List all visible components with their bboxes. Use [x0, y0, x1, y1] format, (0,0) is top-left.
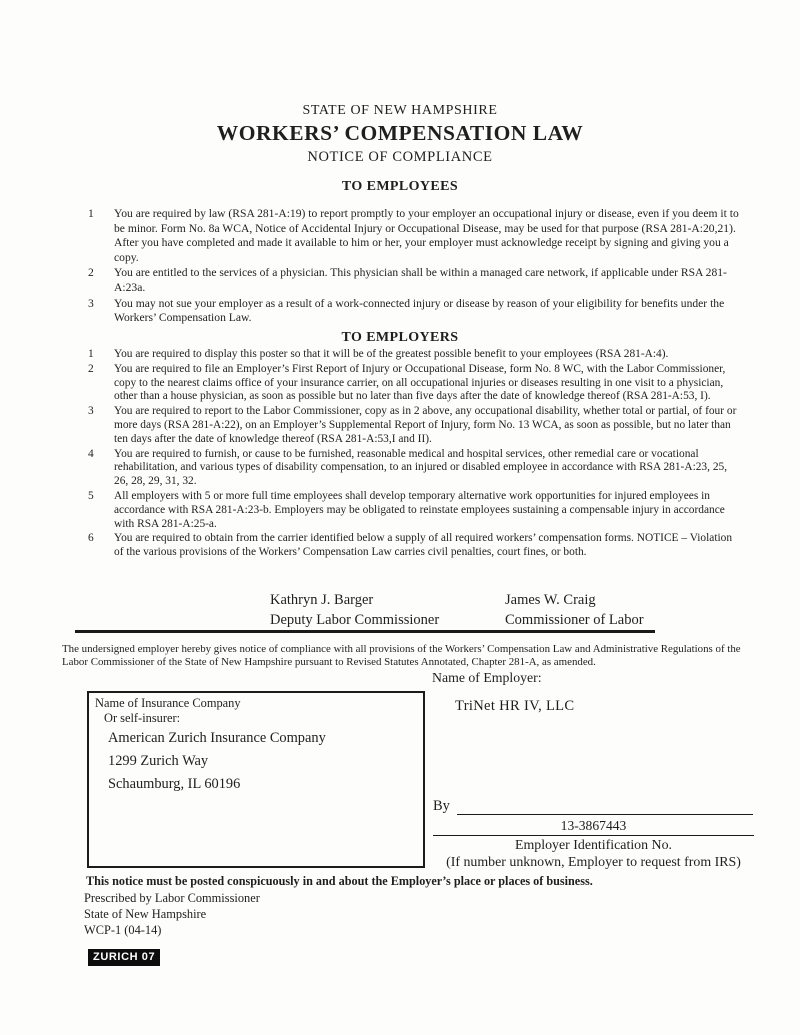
item-number: 2: [88, 362, 94, 375]
list-item: [88, 348, 742, 362]
zurich-badge: ZURICH 07: [88, 949, 160, 966]
ein-value: 13-3867443: [433, 818, 754, 836]
item-number: 5: [88, 489, 94, 502]
item-number: 2: [88, 266, 94, 280]
employees-list: [88, 207, 742, 327]
signatory-name: Kathryn J. Barger: [270, 592, 374, 608]
section-divider: [75, 630, 655, 633]
item-text: You are required to report to the Labor Commissioner, copy as in 2 above, any occupational disability, whether total or partial, of four or more days (RSA 281-A:22), on an Employer’s Supplemental Report of Injury, form No. 13 WCA, as soon as possible, but no later than ten days after the date of knowledge thereof (RSA 281-A:53,I and II).: [114, 405, 737, 445]
to-employees-heading: TO EMPLOYEES: [341, 179, 459, 194]
item-number: 1: [88, 348, 94, 360]
insurance-box-label: Name of Insurance Company: [95, 696, 241, 710]
item-number: 6: [88, 532, 94, 545]
item-text: You are required to furnish, or cause to be furnished, reasonable medical and hospital services, other remedial care or vocational rehabilitation, and various types of disability compensation, to an injured or disabled employee in accordance with RSA 281-A:23, 25, 26, 28, 29, 31, 32.: [114, 447, 728, 488]
item-number: 1: [88, 207, 94, 220]
document-title: WORKERS’ COMPENSATION LAW: [216, 121, 584, 145]
insurance-box-sublabel: Or self-insurer:: [104, 711, 181, 725]
to-employers-heading: TO EMPLOYERS: [341, 330, 459, 345]
ein-block: [433, 818, 754, 871]
item-number: 4: [88, 447, 94, 460]
list-item: [88, 490, 742, 531]
item-text: You are required to obtain from the carrier identified below a supply of all required workers’ compensation forms. NOTICE – Violation of the various provisions of the Workers’ Compensation Law carries civil penalties, court fines, or both.: [114, 532, 733, 559]
employer-name-label: Name of Employer:: [432, 670, 542, 685]
by-signature-row: [433, 797, 753, 815]
list-item: [88, 363, 742, 404]
list-item: [88, 532, 742, 560]
document-subtitle: NOTICE OF COMPLIANCE: [307, 149, 493, 165]
list-item: [88, 297, 742, 326]
by-signature-line: [457, 797, 753, 815]
signature-commissioner: [505, 591, 644, 630]
ein-note: (If number unknown, Employer to request from IRS): [446, 855, 741, 870]
by-label: By: [433, 798, 450, 814]
prescribed-by-line: Prescribed by Labor Commissioner: [84, 891, 260, 905]
list-item: [88, 207, 742, 265]
signature-deputy-commissioner: [270, 591, 439, 630]
state-name: STATE OF NEW HAMPSHIRE: [302, 103, 498, 118]
compliance-statement: The undersigned employer hereby gives notice of compliance with all provisions of the Workers’ Compensation Law and Administrative Regulations of the Labor Commissioner of the State of New Hampshire pursuant to Revised Statutes Annotated, Chapter 281-A, as amended.: [62, 643, 741, 669]
item-text: All employers with 5 or more full time employees shall develop temporary alternative work opportunities for injured employees in accordance with RSA 281-A:23-b. Employers may be obligated to reinstate employees sustaining a compensable injury in accordance with RSA 281-A:25-a.: [114, 489, 725, 530]
item-text: You are required by law (RSA 281-A:19) to report promptly to your employer an occupational injury or disease, even if you deem it to be minor. Form No. 8a WCA, Notice of Accidental Injury or Occupational Disease, may be used for that purpose (RSA 281-A:20,21). After you have completed and made it available to him or her, your employer must acknowledge receipt by signing and giving you a copy.: [114, 207, 739, 264]
insurance-address-city: Schaumburg, IL 60196: [108, 776, 241, 792]
employer-name-value: TriNet HR IV, LLC: [455, 698, 575, 714]
document-header: [0, 103, 800, 166]
employers-list: [88, 348, 742, 561]
ein-label: Employer Identification No.: [515, 838, 672, 853]
list-item: [88, 405, 742, 446]
list-item: [88, 266, 742, 295]
item-text: You may not sue your employer as a result of a work-connected injury or disease by reason of your eligibility for benefits under the Workers’ Compensation Law.: [114, 296, 725, 325]
signatory-title: Commissioner of Labor: [505, 611, 644, 628]
signatory-name: James W. Craig: [505, 592, 596, 608]
posting-notice: This notice must be posted conspicuously in and about the Employer’s place or places of business.: [86, 874, 593, 888]
insurance-company-box: [87, 691, 425, 868]
item-text: You are entitled to the services of a physician. This physician shall be within a managed care network, if applicable under RSA 281-A:23a.: [114, 266, 727, 294]
item-text: You are required to display this poster so that it will be of the greatest possible benefit to your employees (RSA 281-A:4).: [114, 348, 669, 360]
signatory-title: Deputy Labor Commissioner: [270, 611, 440, 628]
item-number: 3: [88, 296, 94, 310]
form-number: WCP-1 (04-14): [84, 923, 162, 937]
list-item: [88, 448, 742, 489]
insurance-company-name: American Zurich Insurance Company: [108, 730, 326, 746]
footer-state-line: State of New Hampshire: [84, 907, 207, 921]
item-number: 3: [88, 405, 94, 418]
insurance-address-street: 1299 Zurich Way: [108, 753, 209, 769]
item-text: You are required to file an Employer’s First Report of Injury or Occupational Disease, form No. 8 WC, with the Labor Commissioner, copy to the nearest claims office of your insurance carrier, on all occupational injuries or diseases resulting in one visit to a physician, other than a house physician, as soon as possible but no later than five days after the date of knowledge thereof (RSA 281-A:53, I).: [114, 362, 726, 403]
